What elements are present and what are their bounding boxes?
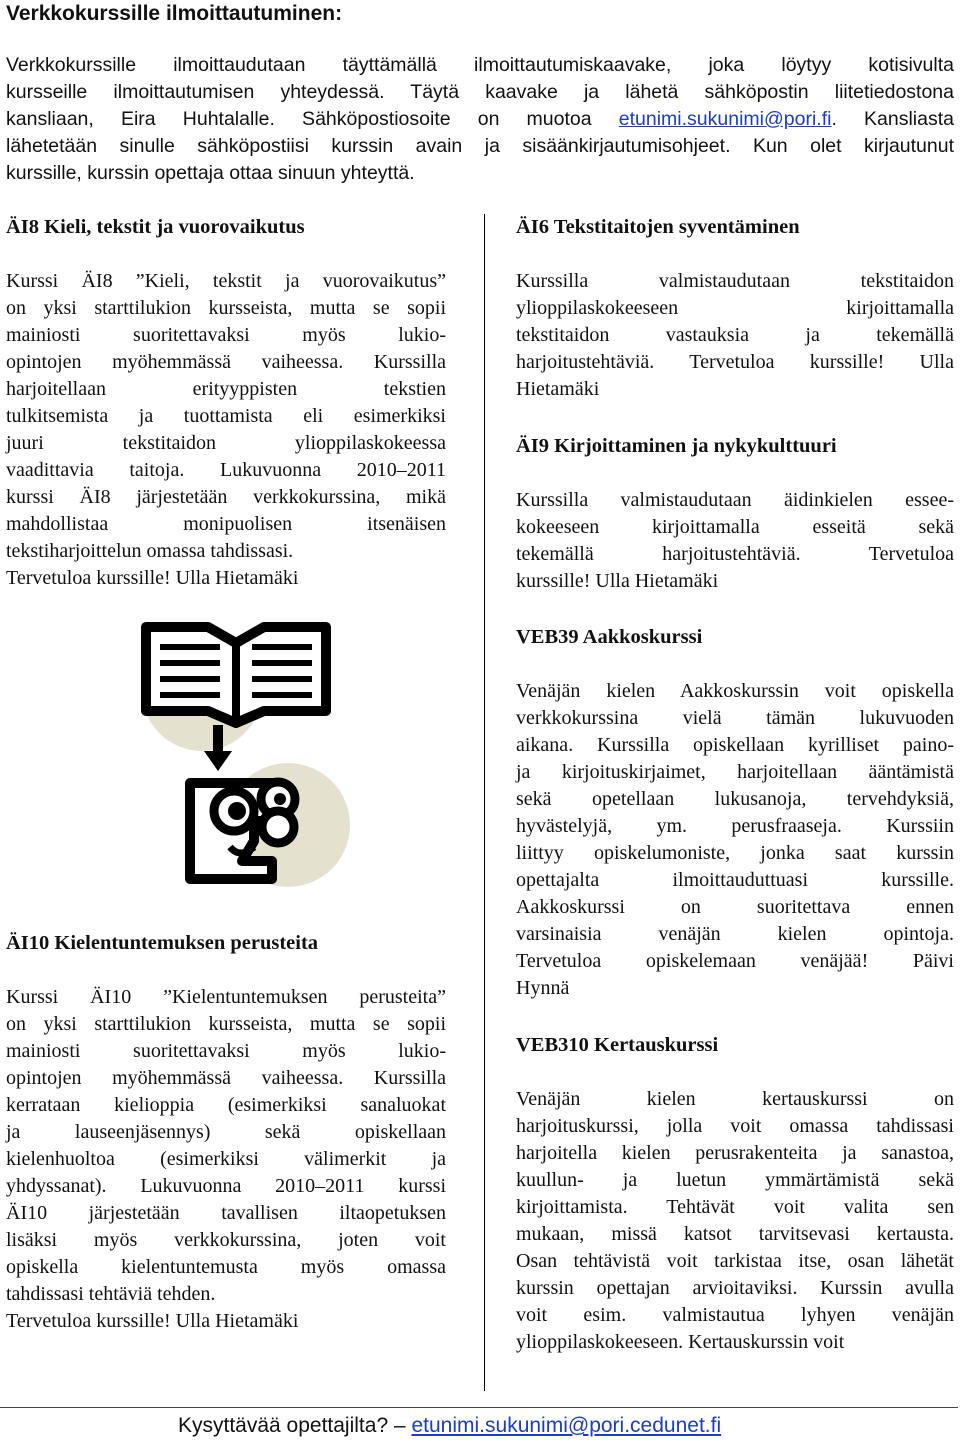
course-ai8 — [6, 214, 446, 592]
text-line: mukaan, missä katsot tarvitsevasi kertausta. — [516, 1223, 954, 1245]
course-heading: VEB310 Kertauskurssi — [516, 1034, 719, 1056]
intro-line: kursseille ilmoittautumisen yhteydessä. Täytä kaavake ja lähetä sähköpostin liitetiedostona — [6, 81, 954, 103]
intro-line: kurssille, kurssin opettaja ottaa sinuun yhteyttä. — [6, 162, 415, 184]
text-line: mahdollistaa monipuolisen itsenäisen — [6, 513, 446, 535]
text-line: kurssille! Ulla Hietamäki — [516, 570, 719, 592]
intro-text: . Kansliasta — [831, 108, 954, 130]
text-line: juuri tekstitaidon ylioppilaskokeessa — [6, 432, 446, 454]
text-line: Tervetuloa kurssille! Ulla Hietamäki — [6, 567, 299, 589]
footer-text: Kysyttävää opettajilta? – — [178, 1414, 412, 1437]
text-line: kielenhuoltoa (esimerkiksi välimerkit ja — [6, 1148, 446, 1170]
text-line: mainiosti suoritettavaksi myös lukio- — [6, 1040, 446, 1062]
intro-line: lähetetään sinulle sähköpostiisi kurssin avain ja sisäänkirjautumisohjeet. Kun olet kirjautunut — [6, 135, 954, 157]
text-line: Kurssilla valmistaudutaan äidinkielen essee- — [516, 489, 954, 511]
text-line: ja lauseenjäsennys) sekä opiskellaan — [6, 1121, 446, 1143]
text-line: on yksi starttilukion kursseista, mutta se sopii — [6, 297, 446, 319]
text-line: tahdissasi tehtäviä tehden. — [6, 1283, 216, 1305]
text-line: kerrataan kielioppia (esimerkiksi sanaluokat — [6, 1094, 446, 1116]
intro-line: Verkkokurssille ilmoittaudutaan täyttämällä ilmoittautumiskaavake, joka löytyy kotisivulta — [6, 54, 954, 76]
course-description — [6, 268, 446, 592]
text-line: Hietamäki — [516, 378, 600, 400]
footer-rule — [0, 1407, 958, 1408]
course-description — [516, 487, 954, 595]
text-line: kurssi ÄI8 järjestetään verkkokurssina, mikä — [6, 486, 446, 508]
text-line: harjoituskurssi, jolla voit omassa tahdissasi — [516, 1115, 954, 1137]
course-description — [6, 984, 446, 1335]
text-line: opintojen myöhemmässä vaiheessa. Kurssilla — [6, 1067, 446, 1089]
text-line: ylioppilaskokeeseen. Kertauskurssin voit — [516, 1331, 845, 1353]
column-divider — [484, 214, 485, 1391]
book-and-reader-illustration — [138, 615, 352, 891]
course-ai6 — [516, 214, 954, 403]
text-line: sekä opetellaan lukusanoja, tervehdyksiä, — [516, 788, 954, 810]
text-line: Aakkoskurssi on suoritettava ennen — [516, 896, 954, 918]
course-heading: ÄI8 Kieli, tekstit ja vuorovaikutus — [6, 216, 305, 238]
text-line: opettajalta ilmoittauduttuasi kurssille. — [516, 869, 954, 891]
text-line: kokeeseen kirjoittamalla esseitä sekä — [516, 516, 954, 538]
page-title: Verkkokurssille ilmoittautuminen: — [6, 2, 343, 25]
text-line: Kurssi ÄI10 ”Kielentuntemuksen perusteita” — [6, 986, 446, 1008]
text-line: Hynnä — [516, 977, 570, 999]
intro-line — [6, 106, 954, 133]
course-description — [516, 268, 954, 403]
text-line: liittyy opiskelumoniste, jonka saat kurssin — [516, 842, 954, 864]
text-line: Osan tehtävistä voit tarkistaa itse, osan lähetät — [516, 1250, 954, 1272]
text-line: tulkitsemista ja tuottamista eli esimerkiksi — [6, 405, 446, 427]
text-line: tekstitaidon vastauksia ja tekemällä — [516, 324, 954, 346]
text-line: verkkokurssina vielä tämän lukuvuoden — [516, 707, 954, 729]
course-ai10 — [6, 930, 446, 1335]
text-line: ÄI10 järjestetään tavallisen iltaopetuksen — [6, 1202, 446, 1224]
text-line: harjoitella kielen perusrakenteita ja sanastoa, — [516, 1142, 954, 1164]
text-line: tekemällä harjoitustehtäviä. Tervetuloa — [516, 543, 954, 565]
text-line: aikana. Kurssilla opiskellaan kyrilliset paino- — [516, 734, 954, 756]
course-heading: ÄI9 Kirjoittaminen ja nykykulttuuri — [516, 435, 837, 457]
text-line: kurssin opettajan arvioitaviksi. Kurssin avulla — [516, 1277, 954, 1299]
email-link[interactable]: etunimi.sukunimi@pori.fi — [618, 108, 832, 130]
text-line: vaadittavia taitoja. Lukuvuonna 2010–2011 — [6, 459, 446, 481]
course-veb310 — [516, 1032, 954, 1356]
text-line: Venäjän kielen kertauskurssi on — [516, 1088, 954, 1110]
text-line: Kurssi ÄI8 ”Kieli, tekstit ja vuorovaikutus” — [6, 270, 446, 292]
text-line: ja kirjoituskirjaimet, harjoitellaan ääntämistä — [516, 761, 954, 783]
intro-text: kansliaan, Eira Huhtalalle. Sähköpostiosoite on muotoa — [6, 108, 619, 130]
text-line: harjoitustehtäviä. Tervetuloa kurssille! Ulla — [516, 351, 954, 373]
course-description — [516, 678, 954, 1002]
text-line: opintojen myöhemmässä vaiheessa. Kurssilla — [6, 351, 446, 373]
course-description — [516, 1086, 954, 1356]
text-line: tekstiharjoittelun omassa tahdissasi. — [6, 540, 294, 562]
course-heading: ÄI10 Kielentuntemuksen perusteita — [6, 932, 319, 954]
text-line: opiskella kielentuntemusta myös omassa — [6, 1256, 446, 1278]
text-line: Kurssilla valmistaudutaan tekstitaidon — [516, 270, 954, 292]
text-line: harjoitellaan erityyppisten tekstien — [6, 378, 446, 400]
text-line: kuullun- ja luetun ymmärtämistä sekä — [516, 1169, 954, 1191]
text-line: kirjoittamista. Tehtävät voit valita sen — [516, 1196, 954, 1218]
course-heading: ÄI6 Tekstitaitojen syventäminen — [516, 216, 800, 238]
course-heading: VEB39 Aakkoskurssi — [516, 626, 703, 648]
footer-email-link[interactable]: etunimi.sukunimi@pori.cedunet.fi — [411, 1414, 722, 1437]
text-line: mainiosti suoritettavaksi myös lukio- — [6, 324, 446, 346]
text-line: voit esim. valmistautua lyhyen venäjän — [516, 1304, 954, 1326]
text-line: Tervetuloa opiskelemaan venäjää! Päivi — [516, 950, 954, 972]
course-veb39 — [516, 624, 954, 1002]
text-line: yhdyssanat). Lukuvuonna 2010–2011 kurssi — [6, 1175, 446, 1197]
text-line: ylioppilaskokeeseen kirjoittamalla — [516, 297, 954, 319]
footer — [178, 1414, 721, 1438]
text-line: lisäksi myös verkkokurssina, joten voit — [6, 1229, 446, 1251]
text-line: Venäjän kielen Aakkoskurssin voit opiskella — [516, 680, 954, 702]
text-line: hyvästelyjä, ym. perusfraaseja. Kurssiin — [516, 815, 954, 837]
text-line: Tervetuloa kurssille! Ulla Hietamäki — [6, 1310, 299, 1332]
intro-paragraph — [6, 52, 954, 187]
course-ai9 — [516, 433, 954, 595]
book-icon — [146, 627, 326, 723]
text-line: varsinaisia venäjän kielen opintoja. — [516, 923, 954, 945]
text-line: on yksi starttilukion kursseista, mutta se sopii — [6, 1013, 446, 1035]
